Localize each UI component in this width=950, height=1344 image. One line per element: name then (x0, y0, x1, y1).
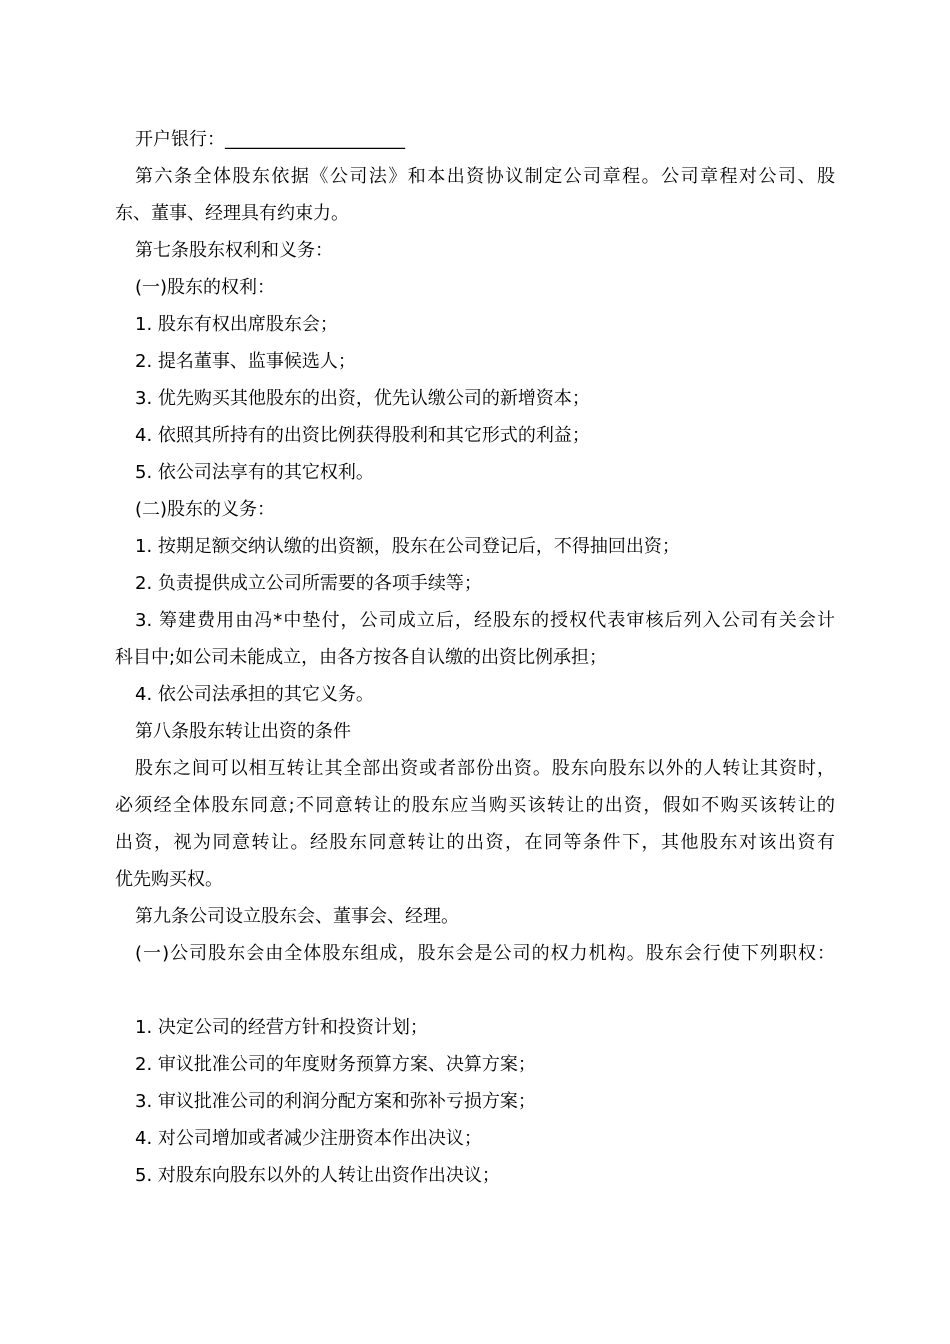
obligations-item-4: 4. 依公司法承担的其它义务。 (135, 684, 374, 705)
meeting-power-item-3: 3. 审议批准公司的利润分配方案和弥补亏损方案； (135, 1091, 536, 1112)
rights-item-4: 4. 依照其所持有的出资比例获得股利和其它形式的利益； (135, 425, 590, 446)
rights-item-2: 2. 提名董事、监事候选人； (135, 351, 356, 372)
article-6-line-2: 东、董事、经理具有约束力。 (115, 203, 349, 224)
obligations-item-1: 1. 按期足额交纳认缴的出资额，股东在公司登记后，不得抽回出资； (135, 536, 680, 557)
article-9-heading: 第九条公司设立股东会、董事会、经理。 (135, 906, 459, 927)
obligations-item-3-line-1: 3. 筹建费用由冯*中垫付，公司成立后，经股东的授权代表审核后列入公司有关会计 (135, 610, 835, 631)
obligations-item-2: 2. 负责提供成立公司所需要的各项手续等； (135, 573, 482, 594)
shareholder-rights-heading: (一)股东的权利： (135, 277, 276, 298)
article-8-line-3: 出资，视为同意转让。经股东同意转让的出资，在同等条件下，其他股东对该出资有 (115, 832, 835, 853)
meeting-power-item-5: 5. 对股东向股东以外的人转让出资作出决议； (135, 1165, 500, 1186)
rights-item-1: 1. 股东有权出席股东会； (135, 314, 338, 335)
rights-item-3: 3. 优先购买其他股东的出资，优先认缴公司的新增资本； (135, 388, 590, 409)
shareholders-meeting-line: (一)公司股东会由全体股东组成，股东会是公司的权力机构。股东会行使下列职权： (135, 943, 835, 964)
shareholder-obligations-heading: (二)股东的义务： (135, 499, 276, 520)
bank-account-line: 开户银行：____________________ (135, 129, 405, 150)
obligations-item-3-line-2: 科目中;如公司未能成立，由各方按各自认缴的出资比例承担； (115, 647, 608, 668)
article-8-line-2: 必须经全体股东同意;不同意转让的股东应当购买该转让的出资，假如不购买该转让的 (115, 795, 835, 816)
article-8-heading: 第八条股东转让出资的条件 (135, 721, 351, 742)
meeting-power-item-2: 2. 审议批准公司的年度财务预算方案、决算方案； (135, 1054, 536, 1075)
article-8-line-1: 股东之间可以相互转让其全部出资或者部份出资。股东向股东以外的人转让其资时， (135, 758, 835, 779)
rights-item-5: 5. 依公司法享有的其它权利。 (135, 462, 374, 483)
article-7-heading: 第七条股东权利和义务： (135, 240, 333, 261)
meeting-power-item-4: 4. 对公司增加或者减少注册资本作出决议； (135, 1128, 482, 1149)
article-6-line-1: 第六条全体股东依据《公司法》和本出资协议制定公司章程。公司章程对公司、股 (135, 166, 835, 187)
article-8-line-4: 优先购买权。 (115, 869, 223, 890)
meeting-power-item-1: 1. 决定公司的经营方针和投资计划； (135, 1017, 428, 1038)
